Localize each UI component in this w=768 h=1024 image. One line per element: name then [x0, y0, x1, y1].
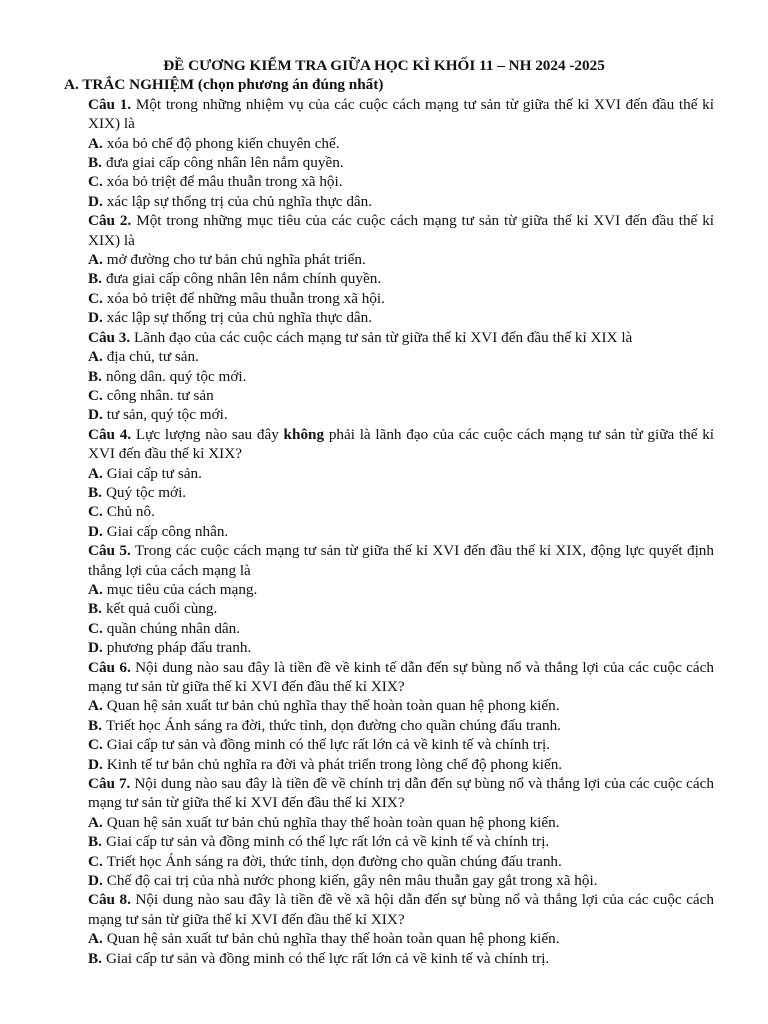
answer-option [88, 580, 714, 599]
option-letter: B. [88, 716, 102, 734]
option-letter: C. [88, 736, 103, 754]
option-text: Quan hệ sản xuất tư bản chủ nghĩa thay thế hoàn toàn quan hệ phong kiến. [106, 813, 560, 831]
option-letter: C. [88, 852, 103, 870]
answer-option [88, 308, 714, 327]
answer-option [88, 619, 714, 638]
question-number: Câu 4. [88, 425, 132, 443]
answer-option [88, 269, 714, 288]
option-text: Chế độ cai trị của nhà nước phong kiến, gây nên mâu thuẫn gay gắt trong xã hội. [106, 872, 598, 890]
question-text: Một trong những nhiệm vụ của các cuộc cách mạng tư sản từ giữa thế kỉ XVI đến đầu thế kỉ XIX) là [88, 95, 714, 133]
question-number: Câu 1. [88, 95, 132, 113]
answer-option [88, 153, 714, 172]
answer-option [88, 813, 714, 832]
option-text: Triết học Ánh sáng ra đời, thức tỉnh, dọn đường cho quần chúng đấu tranh. [106, 852, 562, 870]
answer-option [88, 638, 714, 657]
answer-option [88, 502, 714, 521]
question-stem [88, 328, 714, 347]
option-letter: D. [88, 309, 103, 327]
option-letter: B. [88, 367, 102, 385]
option-letter: C. [88, 503, 103, 521]
question-text-cont: phải là lãnh đạo của các cuộc cách mạng tư sản từ giữa thế kỉ XVI đến đầu thế kỉ XIX? [88, 425, 715, 463]
option-letter: A. [88, 464, 103, 482]
option-text: xóa bỏ triệt để mâu thuẫn trong xã hội. [106, 173, 343, 191]
option-letter: A. [88, 348, 103, 366]
answer-option [88, 367, 714, 386]
question-number: Câu 5. [88, 542, 131, 560]
question-number: Câu 7. [88, 775, 131, 793]
answer-option [88, 871, 714, 890]
answer-option [88, 192, 714, 211]
option-letter: A. [88, 580, 103, 598]
option-letter: B. [88, 154, 102, 172]
option-letter: A. [88, 930, 103, 948]
option-letter: A. [88, 697, 103, 715]
option-text: Giai cấp tư sản và đồng minh có thế lực rất lớn cả về kinh tế và chính trị. [105, 833, 550, 851]
option-text: Giai cấp tư sản và đồng minh có thế lực rất lớn cả về kinh tế và chính trị. [106, 736, 551, 754]
answer-option [88, 386, 714, 405]
option-text: Chủ nô. [106, 503, 155, 521]
option-letter: D. [88, 755, 103, 773]
question-text: Nội dung nào sau đây là tiền đề về chính trị dẫn đến sự bùng nổ và thắng lợi của các cuộc cách mạng tư sản từ giữa thế kỉ XVI đến đầu thế kỉ XIX? [88, 775, 715, 812]
question-emphasis: không [283, 425, 325, 443]
option-text: Quý tộc mới. [105, 483, 187, 501]
option-letter: C. [88, 619, 103, 637]
question-text: Lãnh đạo của các cuộc cách mạng tư sản từ giữa thế kỉ XVI đến đầu thế kỉ XIX là [134, 328, 633, 346]
option-text: quần chúng nhân dân. [106, 619, 241, 637]
option-text: Kinh tế tư bản chủ nghĩa ra đời và phát triển trong lòng chế độ phong kiến. [106, 755, 563, 773]
option-text: tư sản, quý tộc mới. [106, 406, 228, 424]
answer-option [88, 522, 714, 541]
option-text: Quan hệ sản xuất tư bản chủ nghĩa thay thế hoàn toàn quan hệ phong kiến. [106, 930, 560, 948]
option-letter: D. [88, 406, 103, 424]
question-text: Lực lượng nào sau đây [135, 425, 279, 443]
answer-option [88, 735, 714, 754]
option-text: phương pháp đấu tranh. [106, 639, 252, 657]
option-letter: D. [88, 522, 103, 540]
option-letter: B. [88, 833, 102, 851]
option-letter: C. [88, 289, 103, 307]
question-text: Trong các cuộc cách mạng tư sản từ giữa thế kỉ XVI đến đầu thế kỉ XIX, động lực quyết định thắng lợi của cách mạng là [88, 542, 714, 579]
option-text: nông dân. quý tộc mới. [105, 367, 247, 385]
question-stem [88, 541, 714, 580]
option-text: xóa bỏ chế độ phong kiến chuyên chế. [106, 134, 340, 152]
question-text: Nội dung nào sau đây là tiền đề về kinh tế dẫn đến sự bùng nổ và thắng lợi của các cuộc cách mạng tư sản từ giữa thế kỉ XVI đến đầu thế kỉ XIX? [88, 658, 715, 695]
option-text: Giai cấp tư sản. [106, 464, 202, 482]
option-text: công nhân. tư sản [106, 386, 214, 404]
option-letter: A. [88, 134, 103, 152]
question-stem [88, 890, 714, 929]
option-text: xác lập sự thống trị của chủ nghĩa thực dân. [106, 309, 373, 327]
option-letter: D. [88, 192, 103, 210]
option-letter: B. [88, 949, 102, 967]
option-text: Giai cấp công nhân. [106, 522, 229, 540]
answer-option [88, 832, 714, 851]
answer-option [88, 347, 714, 366]
option-text: Triết học Ánh sáng ra đời, thức tỉnh, dọn đường cho quần chúng đấu tranh. [105, 716, 561, 734]
option-letter: A. [88, 251, 103, 269]
answer-option [88, 250, 714, 269]
option-letter: D. [88, 639, 103, 657]
option-text: đưa giai cấp công nhân lên nắm quyền. [105, 154, 344, 172]
answer-option [88, 172, 714, 191]
option-letter: C. [88, 386, 103, 404]
question-number: Câu 2. [88, 212, 132, 230]
option-text: mở đường cho tư bản chủ nghĩa phát triển. [106, 251, 366, 269]
answer-option [88, 755, 714, 774]
option-text: địa chủ, tư sản. [106, 348, 199, 366]
question-stem [88, 425, 714, 464]
answer-option [88, 483, 714, 502]
answer-option [88, 716, 714, 735]
question-stem [88, 774, 714, 813]
answer-option [88, 599, 714, 618]
document-title: ĐỀ CƯƠNG KIỂM TRA GIỮA HỌC KÌ KHỐI 11 – NH 2024 -2025 [163, 57, 605, 74]
answer-option [88, 949, 714, 968]
option-letter: B. [88, 270, 102, 288]
question-stem [88, 95, 714, 134]
answer-option [88, 134, 714, 153]
question-stem [88, 211, 714, 250]
section-heading: A. TRẮC NGHIỆM (chọn phương án đúng nhất) [64, 76, 384, 94]
option-text: mục tiêu của cách mạng. [106, 580, 258, 598]
answer-option [88, 929, 714, 948]
option-text: kết quả cuối cùng. [105, 600, 218, 618]
answer-option [88, 852, 714, 871]
option-text: xác lập sự thống trị của chủ nghĩa thực dân. [106, 192, 373, 210]
question-text: Một trong những mục tiêu của các cuộc cách mạng tư sản từ giữa thế kỉ XVI đến đầu thế kỉ XIX) là [88, 212, 715, 249]
option-letter: A. [88, 813, 103, 831]
option-letter: B. [88, 600, 102, 618]
option-text: Giai cấp tư sản và đồng minh có thế lực rất lớn cả về kinh tế và chính trị. [105, 949, 550, 967]
answer-option [88, 405, 714, 424]
option-letter: B. [88, 483, 102, 501]
answer-option [88, 289, 714, 308]
question-number: Câu 6. [88, 658, 131, 676]
option-text: Quan hệ sản xuất tư bản chủ nghĩa thay thế hoàn toàn quan hệ phong kiến. [106, 697, 560, 715]
option-text: đưa giai cấp công nhân lên nắm chính quyền. [105, 270, 382, 288]
question-number: Câu 3. [88, 328, 131, 346]
question-stem [88, 658, 714, 697]
question-text: Nội dung nào sau đây là tiền đề về xã hội dẫn đến sự bùng nổ và thắng lợi của các cuộc cách mạng tư sản từ giữa thế kỉ XVI đến đầu thế kỉ XIX? [88, 891, 715, 928]
option-letter: D. [88, 872, 103, 890]
option-text: xóa bỏ triệt để những mâu thuẫn trong xã hội. [106, 289, 385, 307]
answer-option [88, 696, 714, 715]
option-letter: C. [88, 173, 103, 191]
answer-option [88, 464, 714, 483]
question-number: Câu 8. [88, 891, 131, 909]
question-list [88, 95, 714, 968]
